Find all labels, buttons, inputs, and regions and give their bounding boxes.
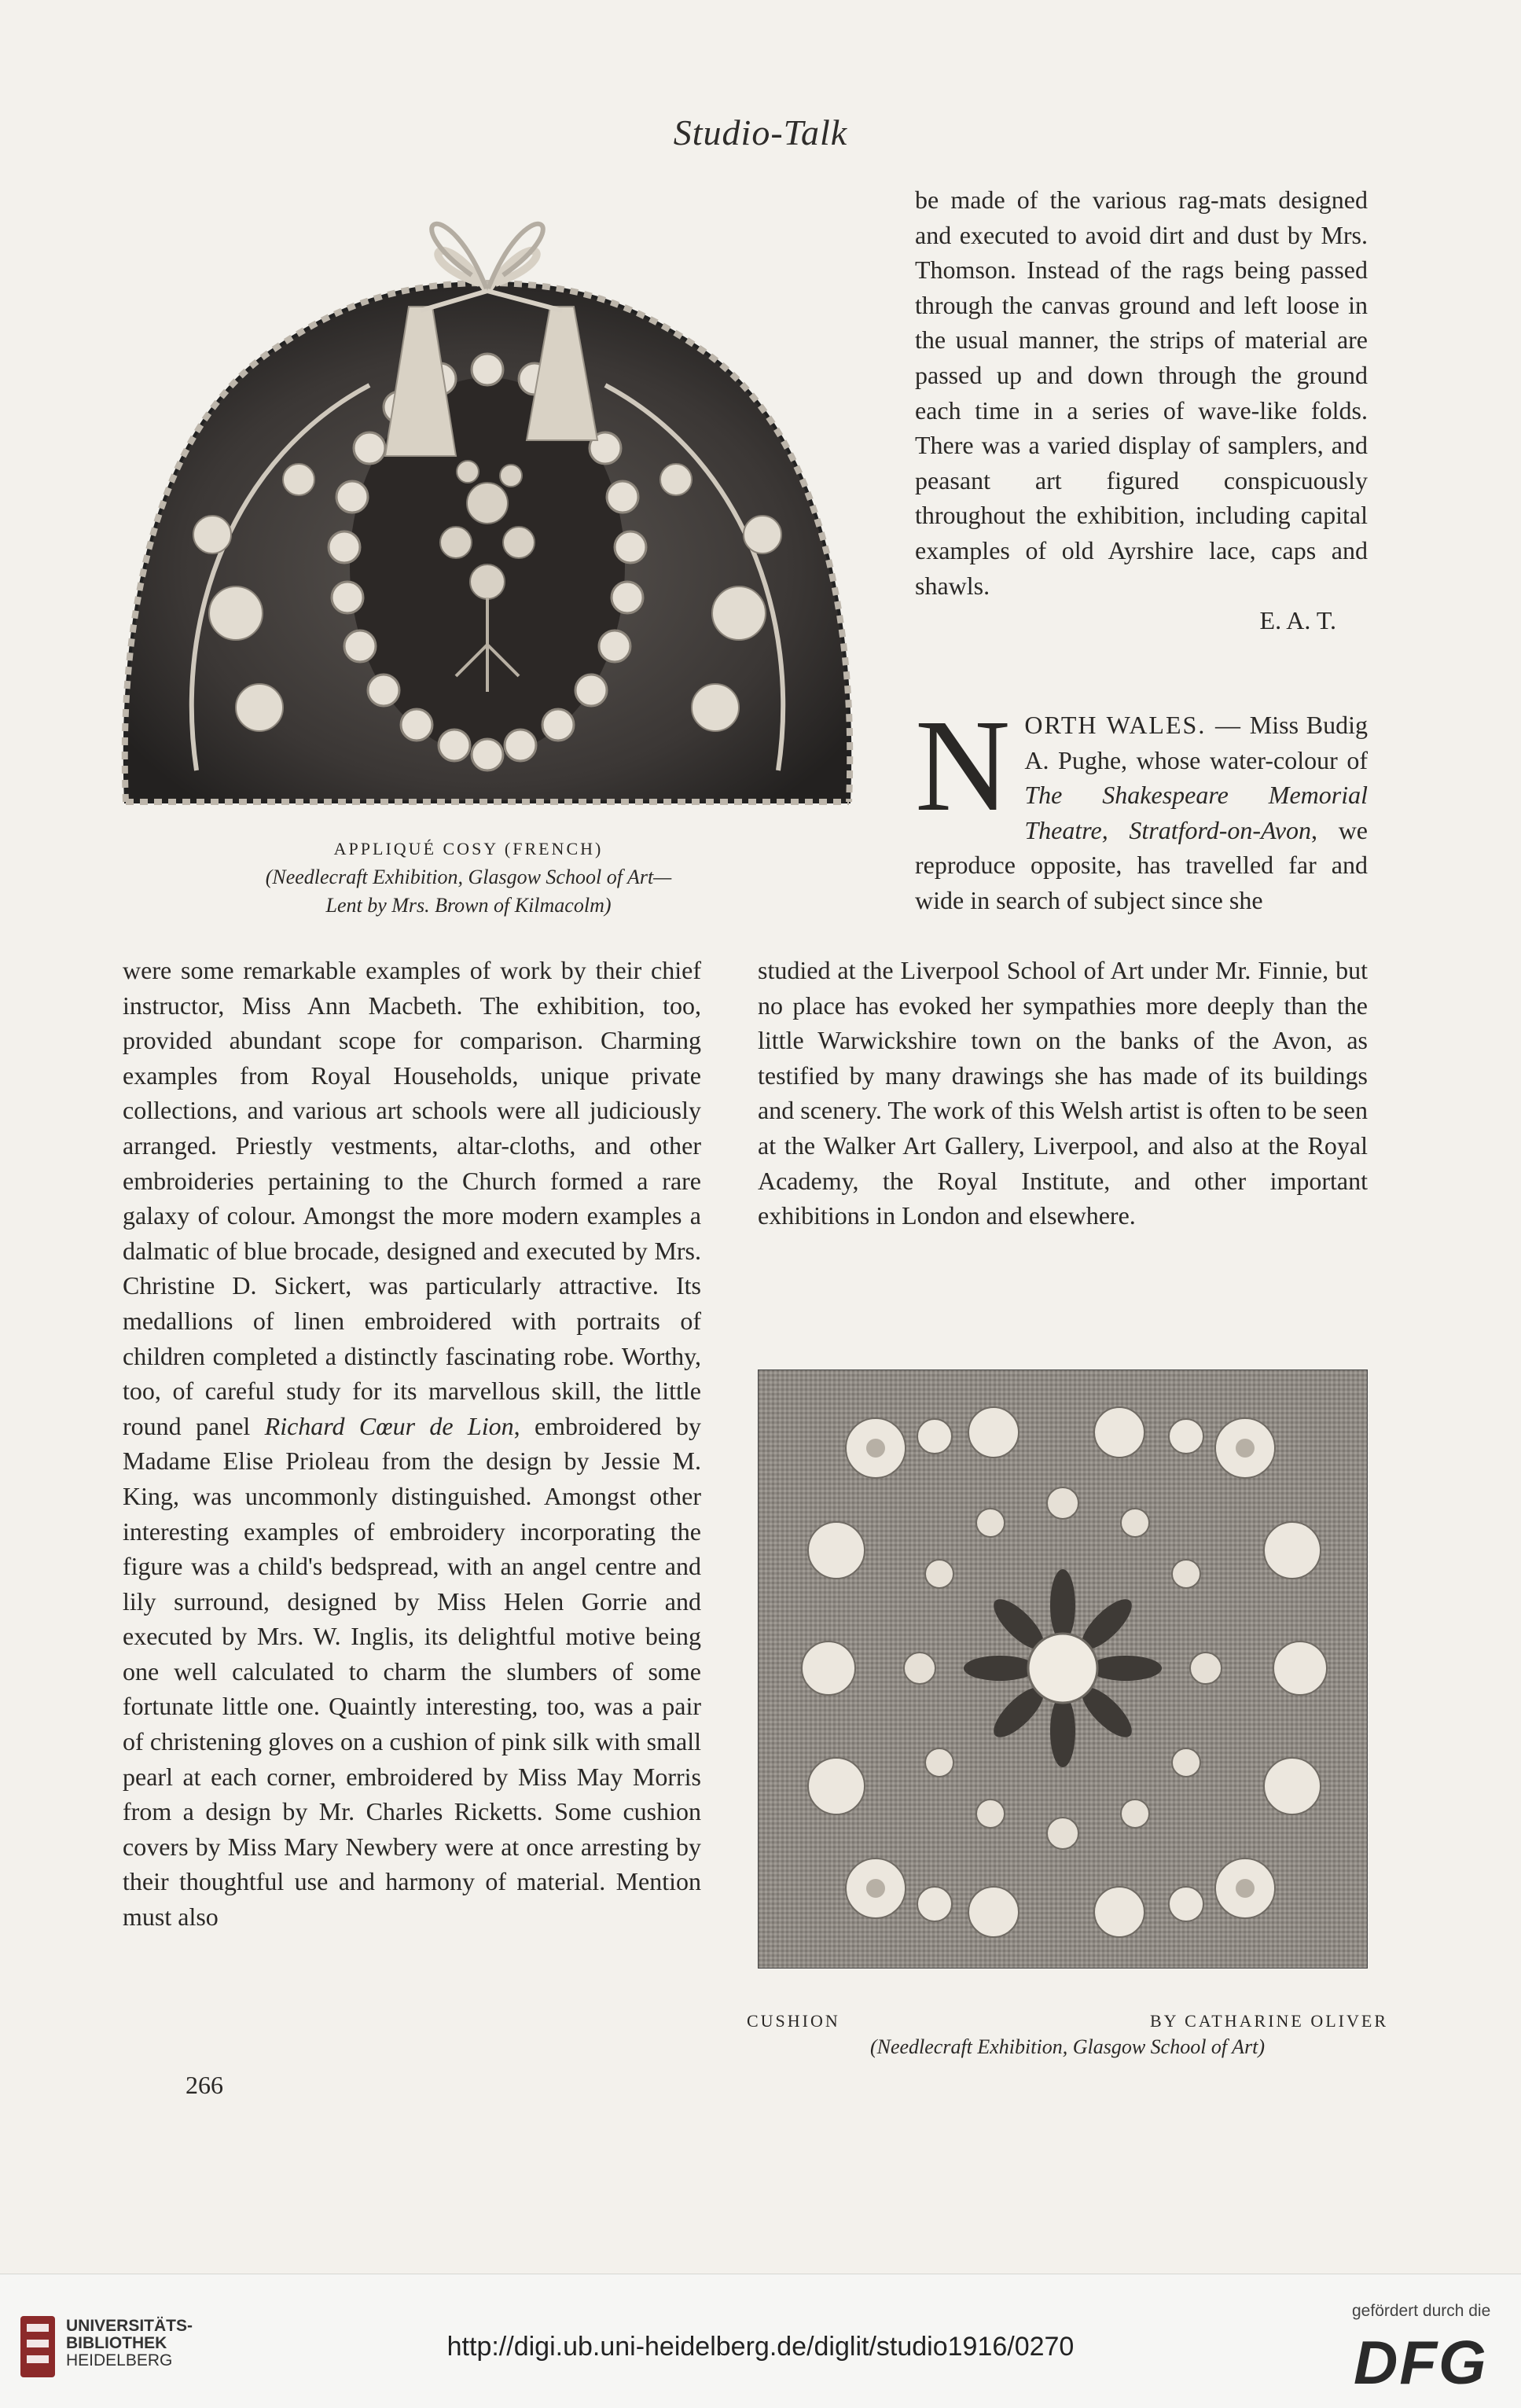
page-number: 266 bbox=[186, 2071, 223, 2099]
left-column bbox=[123, 953, 701, 1935]
painting-title: The Shakespeare Memorial Theatre, Stratford-on-Avon bbox=[1024, 781, 1368, 844]
north-wales-heading: ORTH WALES. — bbox=[1024, 711, 1243, 739]
running-head: Studio-Talk bbox=[673, 112, 848, 153]
cushion-caption bbox=[747, 2011, 1388, 2061]
exhibition-paragraph-2: , embroidered by Madame Elise Prioleau from the design by Jessie M. King, was uncommonly distinguished. Amongst other interesting examples of embroidery incorporating the figure was a child's bedspread, with an angel centre and lily surround, designed by Miss Helen Gorrie and executed by Mrs. W. Inglis, its delightful motive being one well calculated to charm the slumbers of some fortunate little one. Quaintly interesting, too, was a pair of christening gloves on a cushion of pink silk with small pearl at each corner, embroidered by Miss May Morris from a design by Mr. Charles Ricketts. Some cushion covers by Miss Mary Newbery were at once arresting by their thoughtful use and harmony of material. Mention must also bbox=[123, 1411, 701, 1932]
right-column-continued bbox=[758, 953, 1368, 1233]
cushion-image bbox=[758, 1369, 1368, 1969]
drop-cap: N bbox=[915, 693, 1011, 839]
right-column-top bbox=[915, 182, 1368, 638]
cosy-caption-source: (Needlecraft Exhibition, Glasgow School of Art— bbox=[265, 866, 672, 888]
cushion-caption-title: CUSHION bbox=[747, 2011, 840, 2031]
cushion-caption-source: (Needlecraft Exhibition, Glasgow School of Art) bbox=[869, 2035, 1266, 2058]
source-url-link[interactable]: http://digi.ub.uni-heidelberg.de/diglit/studio1916/0270 bbox=[446, 2332, 1075, 2362]
pughe-paragraph: studied at the Liverpool School of Art under Mr. Finnie, but no place has evoked her sympathies more deeply than the little Warwickshire town on the banks of the Avon, as testified by many drawings she has made of its buildings and scenery. The work of this Welsh artist is often to be seen at the Walker Art Gallery, Liverpool, and also at the Royal Academy, the Royal Institute, and other important exhibitions in London and elsewhere. bbox=[758, 956, 1368, 1230]
library-line-3: HEIDELBERG bbox=[66, 2351, 173, 2369]
cushion-caption-artist: BY CATHARINE OLIVER bbox=[1149, 2011, 1388, 2031]
applique-cosy-image bbox=[110, 173, 865, 818]
north-wales-text-1: Miss Budig A. Pughe, whose water-colour of bbox=[1024, 711, 1369, 774]
rag-mats-paragraph: be made of the various rag-mats designed and executed to avoid dirt and dust by Mrs. Thomson. Instead of the rags being passed through the canvas ground and left loose in the usual manner, the strips of material are passed up and down through the ground each time in a series of wave-like folds. There was a varied display of samplers, and peasant art figured conspicuously throughout the exhibition, including capital examples of old Ayrshire lace, caps and shawls. bbox=[915, 186, 1368, 600]
dfg-logo: DFG bbox=[1354, 2328, 1488, 2397]
library-line-1: UNIVERSITÄTS- bbox=[66, 2317, 193, 2335]
cosy-caption bbox=[123, 835, 814, 920]
north-wales-text-2: , we reproduce opposite, has travelled far and wide in search of subject since she bbox=[915, 815, 1368, 914]
signature: E. A. T. bbox=[1259, 606, 1336, 635]
cosy-caption-title: APPLIQUÉ COSY (FRENCH) bbox=[333, 839, 604, 858]
library-line-2: BIBLIOTHEK bbox=[66, 2334, 167, 2352]
funder-note: gefördert durch die bbox=[1352, 2302, 1491, 2320]
cosy-caption-lender: Lent by Mrs. Brown of Kilmacolm) bbox=[325, 894, 612, 917]
richard-coeur-de-lion-title: Richard Cœur de Lion bbox=[264, 1411, 514, 1440]
exhibition-paragraph-1: were some remarkable examples of work by their chief instructor, Miss Ann Macbeth. The exhibition, too, provided abundant scope for comparison. Charming examples from Royal Households, unique private collections, and various art schools were all judiciously arranged. Priestly vestments, altar-cloths, and other embroideries pertaining to the Church formed a rare galaxy of colour. Amongst the more modern examples a dalmatic of blue brocade, designed and executed by Mrs. Christine D. Sickert, was particularly attractive. Its medallions of linen embroidered with portraits of children completed a distinctly fascinating robe. Worthy, too, of careful study for its marvellous skill, the little round panel bbox=[123, 956, 701, 1440]
north-wales-section bbox=[915, 693, 1369, 918]
